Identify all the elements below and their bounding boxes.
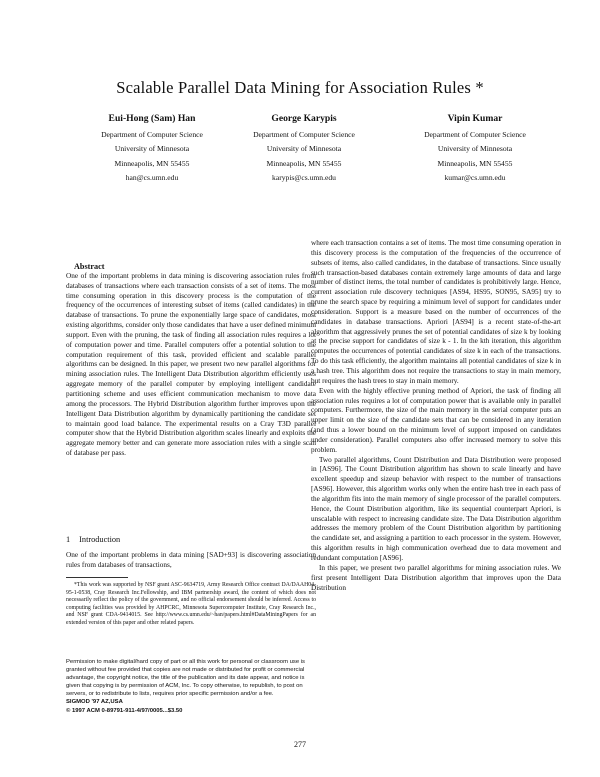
author-name: Eui-Hong (Sam) Han (108, 113, 196, 124)
body-paragraph: In this paper, we present two parallel algorithms for mining association rules. We first present Intelligent Data Distribution algorithm that improves upon the Data Distribution (311, 563, 561, 592)
author-dept: Department of Computer Science (101, 130, 203, 139)
intro-paragraph: One of the important problems in data mining [SAD+93] is discovering association rules from databases of transactions, (66, 551, 316, 569)
author-dept: Department of Computer Science (424, 130, 526, 139)
body-paragraph: Even with the highly effective pruning method of Apriori, the task of finding all association rules requires a lot of computation power that is available only in parallel computers. Furthermore, the size of the main memory in the serial computer puts an upper limit on the size of the candidate sets that can be considered in any iteration (and thus a lower bound on the minimum level of support imposed on candidates under consideration). Parallel computers also offer increased memory to solve this problem. (311, 386, 561, 454)
page-number: 277 (294, 740, 306, 749)
author-univ: University of Minnesota (266, 144, 342, 154)
permission-block (66, 658, 316, 715)
section-title: Introduction (79, 535, 121, 544)
section-heading (66, 535, 120, 544)
copyright-line: © 1997 ACM 0-89791-911-4/97/0005...$3.50 (66, 707, 183, 714)
footnote-rule (66, 577, 128, 578)
author-univ: University of Minnesota (437, 144, 513, 154)
author-name: George Karypis (271, 113, 337, 124)
author-dept: Department of Computer Science (253, 130, 355, 139)
paper-title: Scalable Parallel Data Mining for Association Rules * (116, 78, 484, 97)
author-block (390, 112, 560, 185)
author-city: Minneapolis, MN 55455 (114, 158, 190, 168)
author-email: karypis@cs.umn.edu (272, 172, 336, 182)
section-number: 1 (66, 535, 71, 544)
body-paragraph: where each transaction contains a set of items. The most time consuming operation in this discovery process is the computation of the frequencies of the occurrence of subsets of items, also called candidates, in the database of transactions. Since usually such transaction-based databases contain extremely large amounts of data and large number of distinct items, the total number of candidates is prohibitively large. Hence, current association rule discovery techniques [AS94, HS95, SON95, SA95] try to prune the search space by requiring a minimum level of support for candidates under consideration. Support is a measure based on the number of occurrences of the candidates in database transactions. Apriori [AS94] is a recent state-of-the-art algorithm that aggressively prunes the set of potential candidates of size k by looking at the precise support for candidates of size k - 1. In the kth iteration, this algorithm computes the occurrences of potential candidates of size k in each of the transactions. To do this task efficiently, the algorithm maintains all potential candidates of size k in a hash tree. This algorithm does not require the transactions to stay in main memory, but requires the hash trees to stay in main memory. (311, 239, 561, 385)
author-block (219, 112, 389, 185)
permission-text: Permission to make digital/hard copy of part or all this work for personal or classroom use is granted without fee provided that copies are not made or distributed for profit or commercial advantage, the copyright notice, the title of the publication and its date appear, and notice is given that copying is by permission of ACM, Inc. To copy otherwise, to republish, to post on servers, or to redistribute to lists, requires prior specific permission and/or a fee. (66, 659, 305, 698)
body-paragraph: Two parallel algorithms, Count Distribution and Data Distribution were proposed in [AS96]. The Count Distribution algorithm has shown to scale linearly and have excellent speedup and sizeup behavior with respect to the number of transactions [AS96]. However, this algorithm works only when the entire hash tree in each pass of the algorithm fits into the main memory of single processor of the parallel computers. Hence, the Count Distribution algorithm, like its sequential counterpart Apriori, is unscalable with respect to increasing candidate size. The Data Distribution algorithm addresses the memory problem of the Count Distribution algorithm by partitioning the candidate set, and assigning a partition to each processor in the system. However, this algorithm results in high communication overhead due to data movement and redundant computation [AS96]. (311, 455, 561, 562)
abstract-text: One of the important problems in data mining is discovering association rules from databases of transactions where each transaction consists of a set of items. The most time consuming operation in this discovery process is the computation of the frequency of the occurrences of interesting subset of items (called candidates) in the database of transactions. To prune the exponentially large space of candidates, most existing algorithms, consider only those candidates that have a user defined minimum support. Even with the pruning, the task of finding all association rules requires a lot of computation power and time. Parallel computers offer a potential solution to the computation requirement of this task, provided efficient and scalable parallel algorithms can be designed. In this paper, we present two new parallel algorithms for mining association rules. The Intelligent Data Distribution algorithm efficiently uses aggregate memory of the parallel computer by employing intelligent candidate partitioning scheme and uses efficient communication mechanism to move data among the processors. The Hybrid Distribution algorithm further improves upon the Intelligent Data Distribution algorithm by dynamically partitioning the candidate set to maintain good load balance. The experimental results on a Cray T3D parallel computer show that the Hybrid Distribution algorithm scales linearly and exploits the aggregate memory better and can generate more association rules with a single scan of database per pass. (66, 271, 316, 458)
author-name: Vipin Kumar (447, 113, 503, 124)
conference-label: SIGMOD '97 AZ,USA (66, 699, 123, 706)
abstract-heading: Abstract (74, 262, 105, 271)
footnote-text: *This work was supported by NSF grant ASC-9634719, Army Research Office contract DA/DAAH04-95-1-0538, Cray Research Inc.Fellowship, and IBM partnership award, the content of which does not necessarily reflect the policy of the government, and no official endorsement should be inferred. Access to computing facilities was provided by AHPCRC, Minnesota Supercomputer Institute, Cray Research Inc., and NSF grant CDA-9414015. See http://www.cs.umn.edu/~han/papers.html#DataMiningPapers for an extended version of this paper and other related papers. (66, 582, 316, 626)
abstract-section (66, 262, 316, 459)
footnote (66, 582, 316, 628)
author-email: han@cs.umn.edu (125, 172, 179, 182)
author-block (67, 112, 237, 185)
author-email: kumar@cs.umn.edu (444, 172, 506, 182)
right-column (311, 239, 561, 593)
author-univ: University of Minnesota (114, 144, 190, 154)
author-city: Minneapolis, MN 55455 (437, 158, 513, 168)
author-city: Minneapolis, MN 55455 (266, 158, 342, 168)
